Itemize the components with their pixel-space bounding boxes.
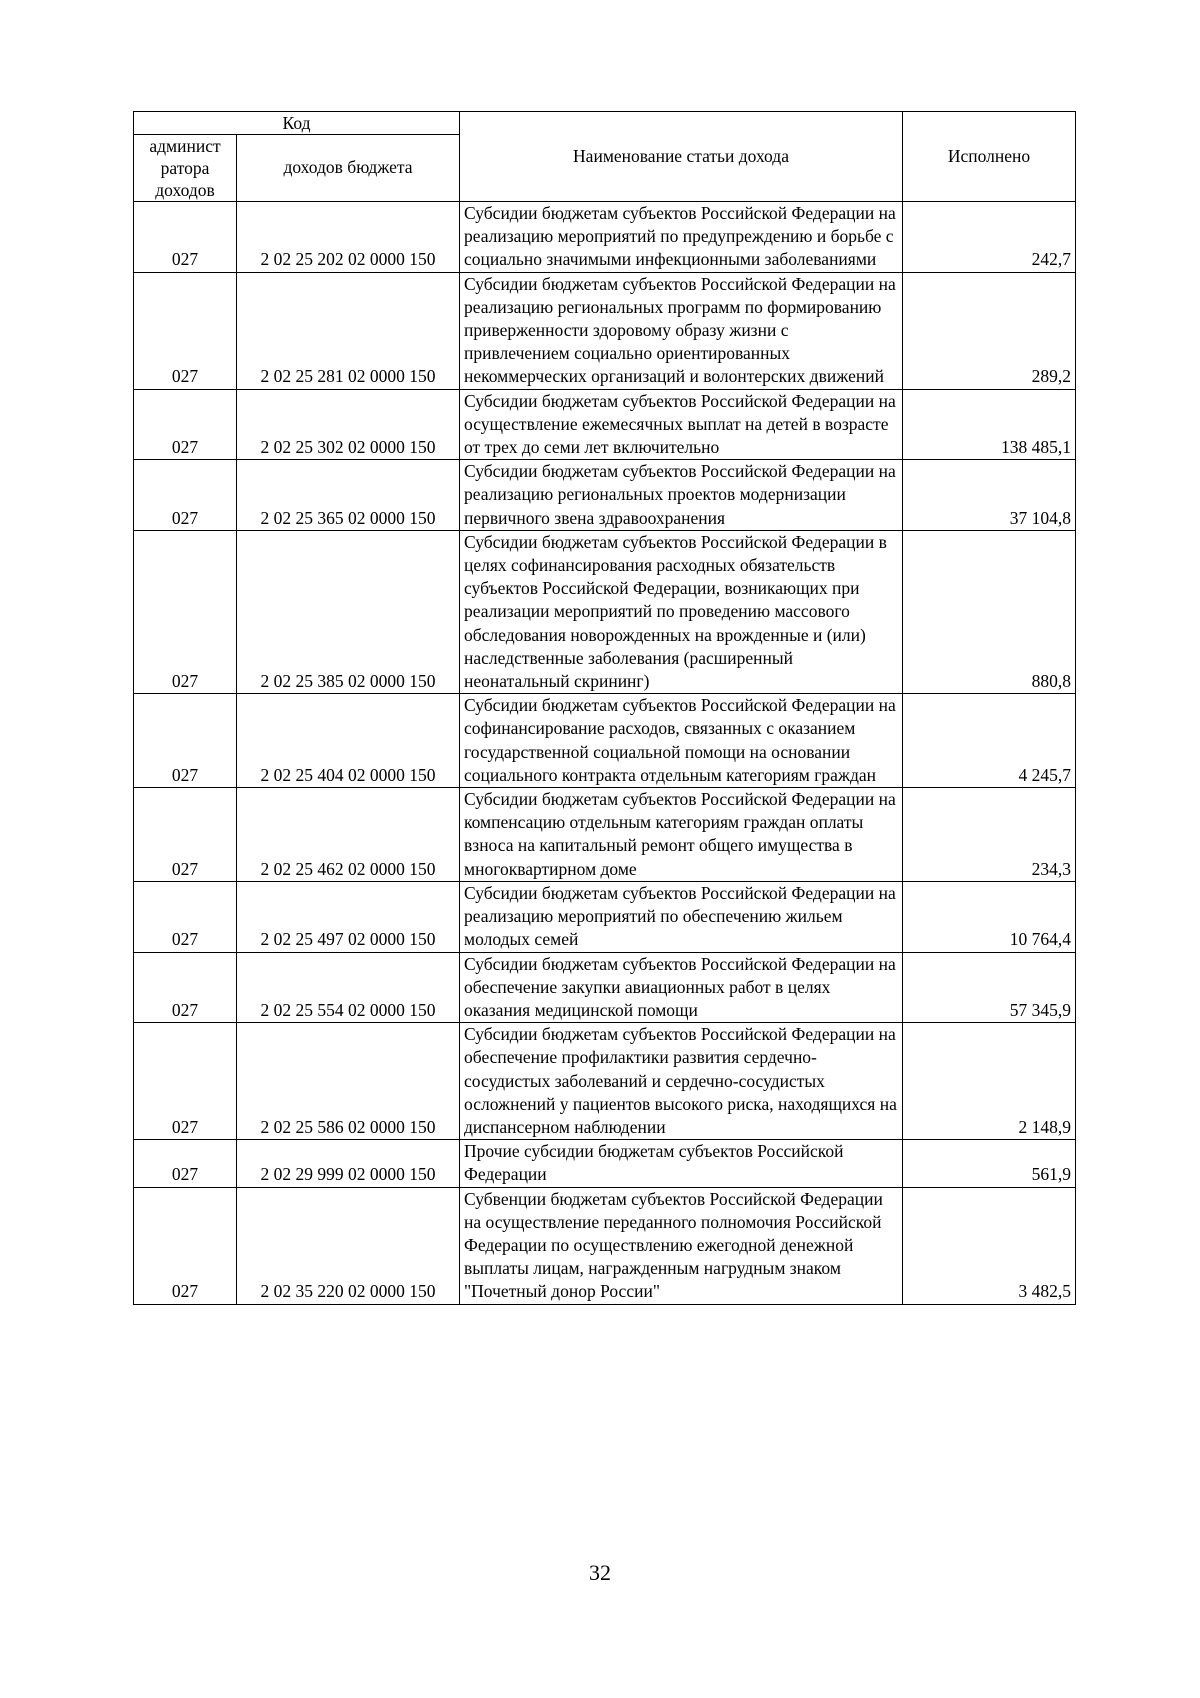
revenue-name-cell: Субсидии бюджетам субъектов Российской Федерации на реализацию региональных программ по формированию приверженности здоровому образу жизни с привлечением социально ориентированных некоммерческих организаций и волонтерских движений [460,272,903,389]
revenue-name-cell: Субсидии бюджетам субъектов Российской Федерации на обеспечение закупки авиационных работ в целях оказания медицинской помощи [460,952,903,1023]
revenue-name-cell: Субсидии бюджетам субъектов Российской Федерации на осуществление ежемесячных выплат на детей в возрасте от трех до семи лет включительно [460,389,903,460]
budget-code-cell: 2 02 25 554 02 0000 150 [237,952,460,1023]
executed-amount-cell: 880,8 [903,530,1076,693]
header-budget-code: доходов бюджета [237,135,460,202]
header-name: Наименование статьи дохода [460,112,903,202]
budget-code-cell: 2 02 25 202 02 0000 150 [237,202,460,273]
budget-code-cell: 2 02 35 220 02 0000 150 [237,1187,460,1304]
budget-code-cell: 2 02 25 404 02 0000 150 [237,694,460,788]
table-row [134,952,1076,1023]
revenue-name-cell: Субсидии бюджетам субъектов Российской Федерации на реализацию региональных проектов модернизации первичного звена здравоохранения [460,460,903,531]
executed-amount-cell: 10 764,4 [903,881,1076,952]
admin-code-cell: 027 [134,272,237,389]
table-row [134,389,1076,460]
revenue-name-cell: Субсидии бюджетам субъектов Российской Федерации в целях софинансирования расходных обязательств субъектов Российской Федерации, возникающих при реализации мероприятий по проведению массового обследования новорожденных на врожденные и (или) наследственные заболевания (расширенный неонатальный скрининг) [460,530,903,693]
budget-code-cell: 2 02 25 302 02 0000 150 [237,389,460,460]
admin-code-cell: 027 [134,202,237,273]
page-number: 32 [589,1560,611,1585]
admin-code-cell: 027 [134,952,237,1023]
admin-code-cell: 027 [134,788,237,882]
admin-code-cell: 027 [134,1023,237,1140]
executed-amount-cell: 138 485,1 [903,389,1076,460]
table-body [134,202,1076,1305]
table-row [134,460,1076,531]
revenue-name-cell: Субсидии бюджетам субъектов Российской Федерации на софинансирование расходов, связанных с оказанием государственной социальной помощи на основании социального контракта отдельным категориям граждан [460,694,903,788]
budget-code-cell: 2 02 25 497 02 0000 150 [237,881,460,952]
budget-code-cell: 2 02 25 281 02 0000 150 [237,272,460,389]
executed-amount-cell: 4 245,7 [903,694,1076,788]
revenue-name-cell: Субсидии бюджетам субъектов Российской Федерации на реализацию мероприятий по предупреждению и борьбе с социально значимыми инфекционными заболеваниями [460,202,903,273]
table-row [134,694,1076,788]
revenue-name-cell: Субвенции бюджетам субъектов Российской Федерации на осуществление переданного полномочия Российской Федерации по осуществлению ежегодной денежной выплаты лицам, награжденным нагрудным знаком "Почетный донор России" [460,1187,903,1304]
executed-amount-cell: 242,7 [903,202,1076,273]
header-executed: Исполнено [903,112,1076,202]
revenue-name-cell: Прочие субсидии бюджетам субъектов Российской Федерации [460,1140,903,1187]
table-row [134,272,1076,389]
budget-code-cell: 2 02 25 462 02 0000 150 [237,788,460,882]
table-row [134,202,1076,273]
executed-amount-cell: 3 482,5 [903,1187,1076,1304]
admin-code-cell: 027 [134,881,237,952]
revenue-name-cell: Субсидии бюджетам субъектов Российской Федерации на компенсацию отдельным категориям граждан оплаты взноса на капитальный ремонт общего имущества в многоквартирном доме [460,788,903,882]
table-row [134,530,1076,693]
budget-code-cell: 2 02 25 586 02 0000 150 [237,1023,460,1140]
revenue-table [133,111,1076,1305]
table-row [134,788,1076,882]
revenue-name-cell: Субсидии бюджетам субъектов Российской Федерации на реализацию мероприятий по обеспечению жильем молодых семей [460,881,903,952]
admin-code-cell: 027 [134,694,237,788]
executed-amount-cell: 289,2 [903,272,1076,389]
executed-amount-cell: 57 345,9 [903,952,1076,1023]
admin-code-cell: 027 [134,389,237,460]
executed-amount-cell: 234,3 [903,788,1076,882]
header-admin: админист ратора доходов [134,135,237,202]
budget-code-cell: 2 02 25 385 02 0000 150 [237,530,460,693]
executed-amount-cell: 2 148,9 [903,1023,1076,1140]
admin-code-cell: 027 [134,1187,237,1304]
executed-amount-cell: 37 104,8 [903,460,1076,531]
table-row [134,881,1076,952]
admin-code-cell: 027 [134,530,237,693]
executed-amount-cell: 561,9 [903,1140,1076,1187]
budget-code-cell: 2 02 25 365 02 0000 150 [237,460,460,531]
admin-code-cell: 027 [134,460,237,531]
budget-code-cell: 2 02 29 999 02 0000 150 [237,1140,460,1187]
revenue-name-cell: Субсидии бюджетам субъектов Российской Федерации на обеспечение профилактики развития сердечно-сосудистых заболеваний и сердечно-сосудистых осложнений у пациентов высокого риска, находящихся на диспансерном наблюдении [460,1023,903,1140]
table-row [134,1140,1076,1187]
table-row [134,1187,1076,1304]
admin-code-cell: 027 [134,1140,237,1187]
header-code-group: Код [134,112,460,135]
table-row [134,1023,1076,1140]
